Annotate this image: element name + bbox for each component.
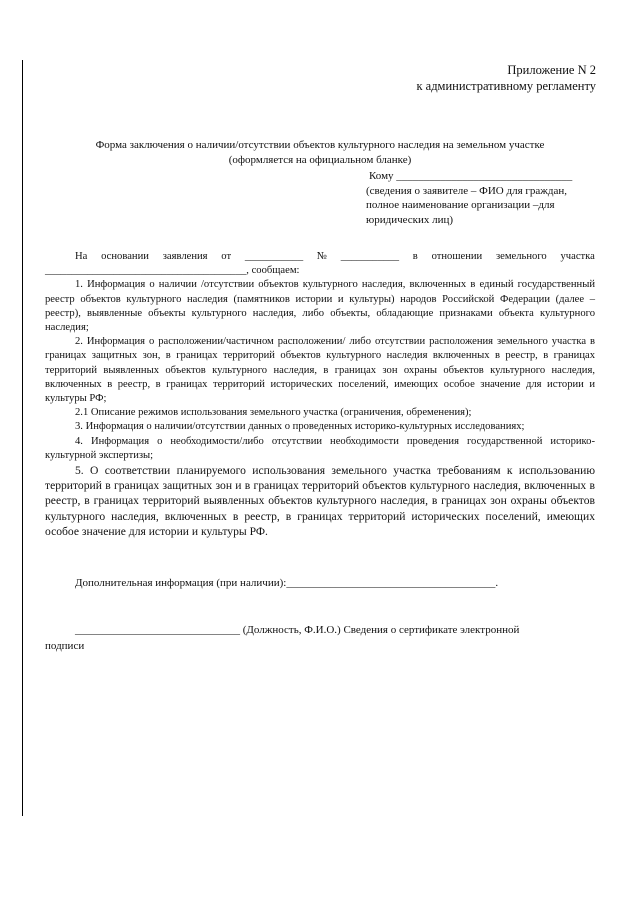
form-title-block [40,138,600,168]
appendix-header [416,62,596,94]
basis-word: отношении [431,251,483,262]
basis-word: от [221,251,232,262]
basis-word: заявления [162,251,208,262]
recipient-to-line: Кому ________________________________ [369,170,573,182]
item-4: 4. Информация о необходимости/либо отсутствии необходимости проведения государственной историко-культурной экспертизы; [45,435,595,461]
item-1: 1. Информация о наличии /отсутствии объектов культурного наследия, включенных в единый государственный реестр объектов культурного наследия (памятников истории и культуры) народов Российской Федерации (далее – реестр), выявленные объекты культурного наследия, либо объекты, обладающие признаками объекта культурного наследия; [45,279,595,334]
item-3: 3. Информация о наличии/отсутствии данных о проведенных историко-культурных исследованиях; [75,421,525,433]
basis-line [45,250,595,264]
basis-word: участка [560,251,595,262]
recipient-note-line3: юридических лиц) [366,213,454,226]
basis-word: основании [101,251,149,262]
basis-word: На [75,251,88,262]
recipient-note-line1: (сведения о заявителе – ФИО для граждан, [366,184,567,197]
document-body [45,250,595,539]
recipient-note-line2: полное наименование организации –для [366,199,555,211]
item-2: 2. Информация о расположении/частичном расположении/ либо отсутствии расположения земельного участка в границах защитных зон, в границах территорий объектов культурного наследия включенных в реестр, в границах территорий выявленных объектов культурного наследия, в границах зон охраны объектов культурного наследия, включенных в реестр, в границах территорий исторических поселений, имеющих особое значение для истории и культуры РФ; [45,336,595,405]
basis-word: в [412,251,418,262]
basis-date-blank: ___________ [244,251,304,262]
basis-number-blank: ___________ [340,251,400,262]
item-2-1: 2.1 Описание режимов использования земельного участка (ограничения, обременения); [75,407,472,419]
signature-line-continued: подписи [45,640,85,652]
left-margin-line [22,60,23,816]
form-title: Форма заключения о наличии/отсутствии объектов культурного наследия на земельном участке [95,139,545,151]
basis-word: № [316,251,327,262]
item-5: 5. О соответствии планируемого использования земельного участка требованиям к использованию территорий в границах защитных зон и в границах территорий объектов культурного наследия, включенных в реестр, в границах территорий выявленных объектов культурного наследия, в границах зон охраны объектов культурного наследия, включенных в реестр, в границах территорий исторических поселений, имеющих особое значение для истории и культуры РФ. [45,464,595,538]
form-subtitle: (оформляется на официальном бланке) [228,154,412,166]
signature-line: ______________________________ (Должность, Ф.И.О.) Сведения о сертификате электронной [75,624,520,636]
signature-block [45,622,595,654]
appendix-to: к административному регламенту [416,79,596,93]
basis-line2: ______________________________________, сообщаем: [45,265,300,277]
additional-info: Дополнительная информация (при наличии):______________________________________. [75,577,499,589]
basis-word: земельного [495,251,547,262]
recipient-block [366,169,604,227]
appendix-number: Приложение N 2 [507,63,596,77]
